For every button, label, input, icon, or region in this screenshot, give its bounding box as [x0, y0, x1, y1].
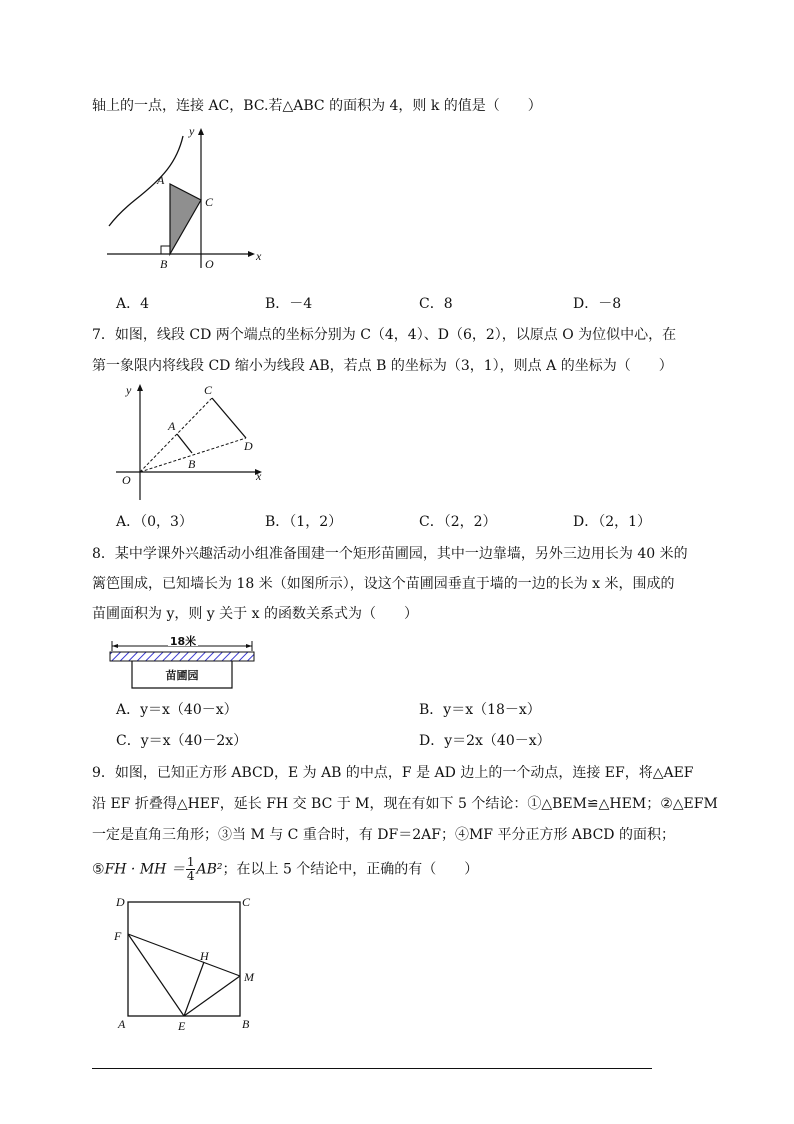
q9-fraction-num: 1 — [186, 855, 195, 869]
q6-triangle-abc — [170, 184, 201, 254]
q9-label-m: M — [244, 970, 254, 984]
q9-label-h: H — [200, 949, 209, 963]
q8-option-b: B．y＝x（18－x） — [419, 702, 541, 718]
q9-label-e: E — [178, 1019, 186, 1033]
q8-option-d: D．y＝2x（40－x） — [419, 733, 551, 749]
q9-line-4-suffix: ；在以上 5 个结论中，正确的有（ ） — [222, 861, 479, 878]
q7-segment-ab — [177, 434, 192, 453]
q9-fraction-den: 4 — [186, 869, 195, 883]
q9-figure — [108, 890, 268, 1038]
q7-label-d: D — [244, 439, 253, 453]
q8-wall — [110, 652, 254, 661]
q7-option-b: B．（1，2） — [265, 514, 343, 530]
q9-line-3: 一定是直角三角形；③当 M 与 C 重合时，有 DF＝2AF；④MF 平分正方形 ABCD 的面积； — [92, 827, 675, 843]
q7-label-y: y — [126, 383, 132, 397]
q7-segment-cd — [212, 398, 246, 438]
q6-label-o: O — [205, 257, 214, 271]
q9-label-c: C — [242, 895, 251, 909]
q7-option-a: A．（0，3） — [116, 514, 193, 530]
q8-figure — [106, 632, 258, 692]
q8-garden-label: 苗圃园 — [165, 669, 199, 682]
q7-line-1: 7．如图，线段 CD 两个端点的坐标分别为 C（4，4）、D（6，2），以原点 O 为位似中心，在 — [92, 327, 677, 343]
q8-option-c: C．y＝x（40－2x） — [116, 733, 248, 749]
q9-segment-fm — [128, 934, 240, 976]
q6-text: 轴上的一点，连接 AC，BC.若△ABC 的面积为 4，则 k 的值是（ ） — [92, 98, 542, 114]
q6-label-y: y — [189, 124, 195, 138]
q9-label-b: B — [242, 1017, 250, 1031]
q7-figure — [110, 380, 270, 504]
q8-line-3: 苗圃面积为 y，则 y 关于 x 的函数关系式为（ ） — [92, 606, 418, 622]
q9-segment-eh — [184, 962, 204, 1016]
q9-line-2: 沿 EF 折叠得△HEF，延长 FH 交 BC 于 M，现在有如下 5 个结论：①△BEM≌△HEM；②△EFM — [92, 796, 718, 812]
q9-segment-fe — [128, 934, 184, 1016]
q6-label-b: B — [160, 257, 168, 271]
q6-option-d: D．－8 — [573, 296, 622, 312]
q6-option-a: A．4 — [116, 296, 150, 312]
q6-option-c: C．8 — [419, 296, 453, 312]
q7-label-x: x — [256, 469, 262, 483]
q8-line-2: 篱笆围成，已知墙长为 18 米（如图所示），设这个苗圃园垂直于墙的一边的长为 x 米，围成的 — [92, 576, 675, 592]
q8-line-1: 8．某中学课外兴趣活动小组准备围建一个矩形苗圃园，其中一边靠墙，另外三边用长为 40 米的 — [92, 546, 688, 562]
q7-label-o: O — [122, 473, 131, 487]
q7-option-c: C．（2，2） — [419, 514, 497, 530]
q8-wall-length-label: 18米 — [169, 635, 197, 648]
footer-rule — [92, 1068, 652, 1069]
q7-label-b: B — [188, 457, 196, 471]
q6-label-x: x — [256, 249, 262, 263]
q9-label-f: F — [114, 929, 122, 943]
q9-formula-right: AB² — [196, 861, 223, 878]
q7-label-a: A — [168, 419, 176, 433]
q6-option-b: B．－4 — [265, 296, 313, 312]
q9-fraction — [186, 856, 196, 883]
q9-line-1: 9．如图，已知正方形 ABCD，E 为 AB 的中点，F 是 AD 边上的一个动点，连接 EF，将△AEF — [92, 765, 694, 781]
q6-figure — [105, 122, 265, 272]
q7-line-2: 第一象限内将线段 CD 缩小为线段 AB，若点 B 的坐标为（3，1），则点 A 的坐标为（ ） — [92, 358, 673, 374]
q7-label-c: C — [204, 383, 213, 397]
q6-label-a: A — [157, 173, 165, 187]
q8-option-a: A．y＝x（40－x） — [116, 702, 238, 718]
q7-option-d: D．（2，1） — [573, 514, 652, 530]
q9-label-d: D — [116, 895, 125, 909]
q6-label-c: C — [205, 195, 214, 209]
q9-formula-left: FH · MH ＝ — [104, 861, 185, 878]
q9-label-a: A — [118, 1017, 126, 1031]
q9-circled-5: ⑤ — [92, 861, 105, 878]
q9-segment-em — [184, 976, 240, 1016]
q9-line-4 — [92, 856, 478, 883]
